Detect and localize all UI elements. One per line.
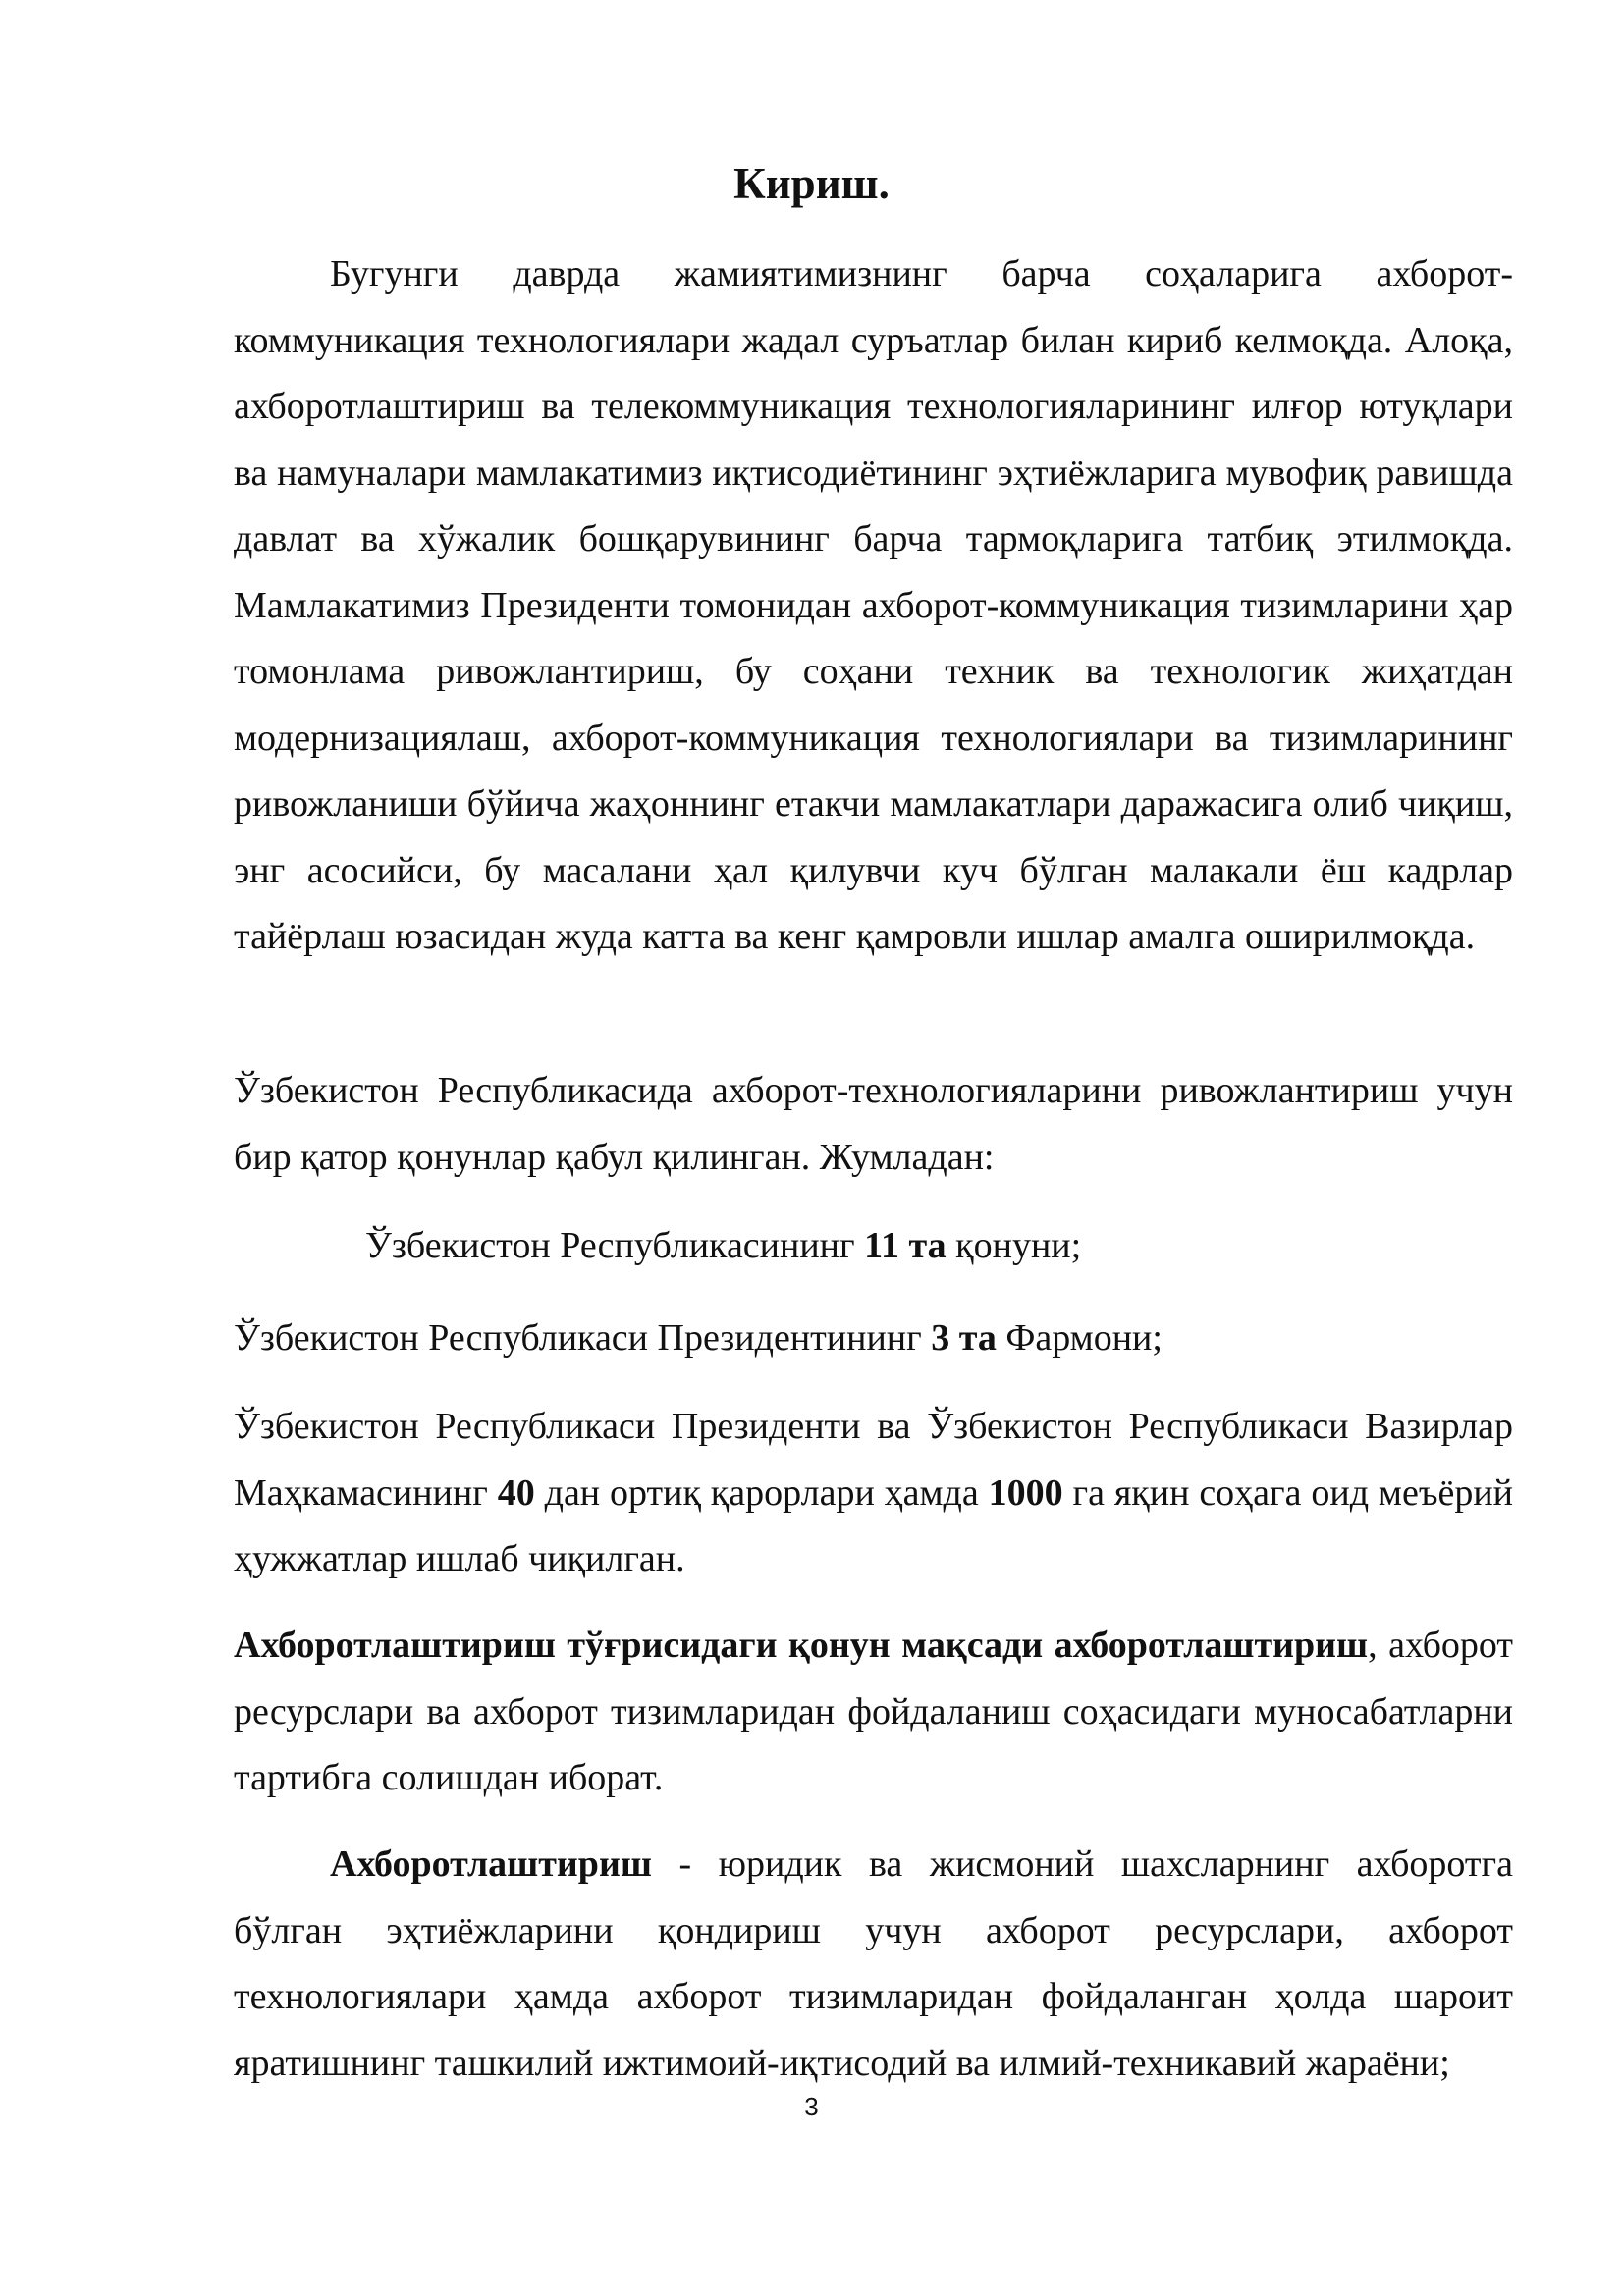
paragraph-definition <box>234 1832 1513 2097</box>
paragraph-intro: Бугунги даврда жамиятимизнинг барча соҳаларига ахборот-коммуникация технологиялари жадал суръатлар билан кириб келмоқда. Алоқа, ахборотлаштириш ва телекоммуникация технологияларининг илғор ютуқлари ва намуналари мамлакатимиз иқтисодиётининг эҳтиёжларига мувофиқ равишда давлат ва хўжалик бошқарувининг барча тармоқларига татбиқ этилмоқда. Мамлакатимиз Президенти томонидан ахборот-коммуникация тизимларини ҳар томонлама ривожлантириш, бу соҳани техник ва технологик жиҳатдан модернизациялаш, ахборот-коммуникация технологиялари ва тизимларининг ривожланиши бўйича жаҳоннинг етакчи мамлакатлари даражасига олиб чиқиш, энг асосийси, бу масалани ҳал қилувчи куч бўлган малакали ёш кадрлар тайёрлаш юзасидан жуда катта ва кенг қамровли ишлар амалга оширилмоқда. <box>234 253 1513 957</box>
list-item-resolutions <box>234 1394 1513 1593</box>
page-number: 3 <box>804 2092 819 2121</box>
page-title: Кириш. <box>733 159 890 208</box>
count-value: 11 та <box>864 1225 947 1266</box>
list-text: га яқин соҳага оид меъёрий ҳужжатлар ишлаб чиқилган. <box>234 1471 1514 1579</box>
list-text: қонуни; <box>946 1225 1082 1266</box>
paragraph-text: , ахборот ресурслари ва ахборот тизимларидан фойдаланиш соҳасидаги муносабатларни тартибга солишдан иборат. <box>234 1625 1514 1798</box>
list-text: Ўзбекистон Республикасининг <box>365 1225 865 1266</box>
bold-term: Ахборотлаштириш <box>330 1843 652 1885</box>
count-value: 3 та <box>931 1317 997 1359</box>
paragraph-law-purpose <box>234 1613 1513 1812</box>
count-value: 1000 <box>988 1471 1063 1514</box>
list-item-laws <box>234 1213 1513 1280</box>
list-text: дан ортиқ қарорлари ҳамда <box>534 1471 989 1514</box>
bold-term: Ахборотлаштириш тўғрисидаги қонун мақсади ахборотлаштириш <box>234 1625 1369 1666</box>
list-item-decrees <box>234 1306 1513 1372</box>
list-text: Ўзбекистон Республикаси Президенти ва Ўзбекистон Республикаси Вазирлар Маҳкамасининг <box>234 1406 1513 1514</box>
list-text: Ўзбекистон Республикаси Президентининг <box>234 1317 932 1359</box>
paragraph-text: - юридик ва жисмоний шахсларнинг ахборотга бўлган эҳтиёжларини қондириш учун ахборот ресурслари, ахборот технологиялари ҳамда ахборот тизимларидан фойдаланган ҳолда шароит яратишнинг ташкилий ижтимоий-иқтисодий ва илмий-техникавий жараёни; <box>234 1843 1513 2084</box>
paragraph-laws-intro: Ўзбекистон Республикасида ахборот-технологияларини ривожлантириш учун бир қатор қонунлар қабул қилинган. Жумладан: <box>234 1070 1513 1178</box>
count-value: 40 <box>497 1471 535 1514</box>
list-text: Фармони; <box>996 1317 1163 1359</box>
